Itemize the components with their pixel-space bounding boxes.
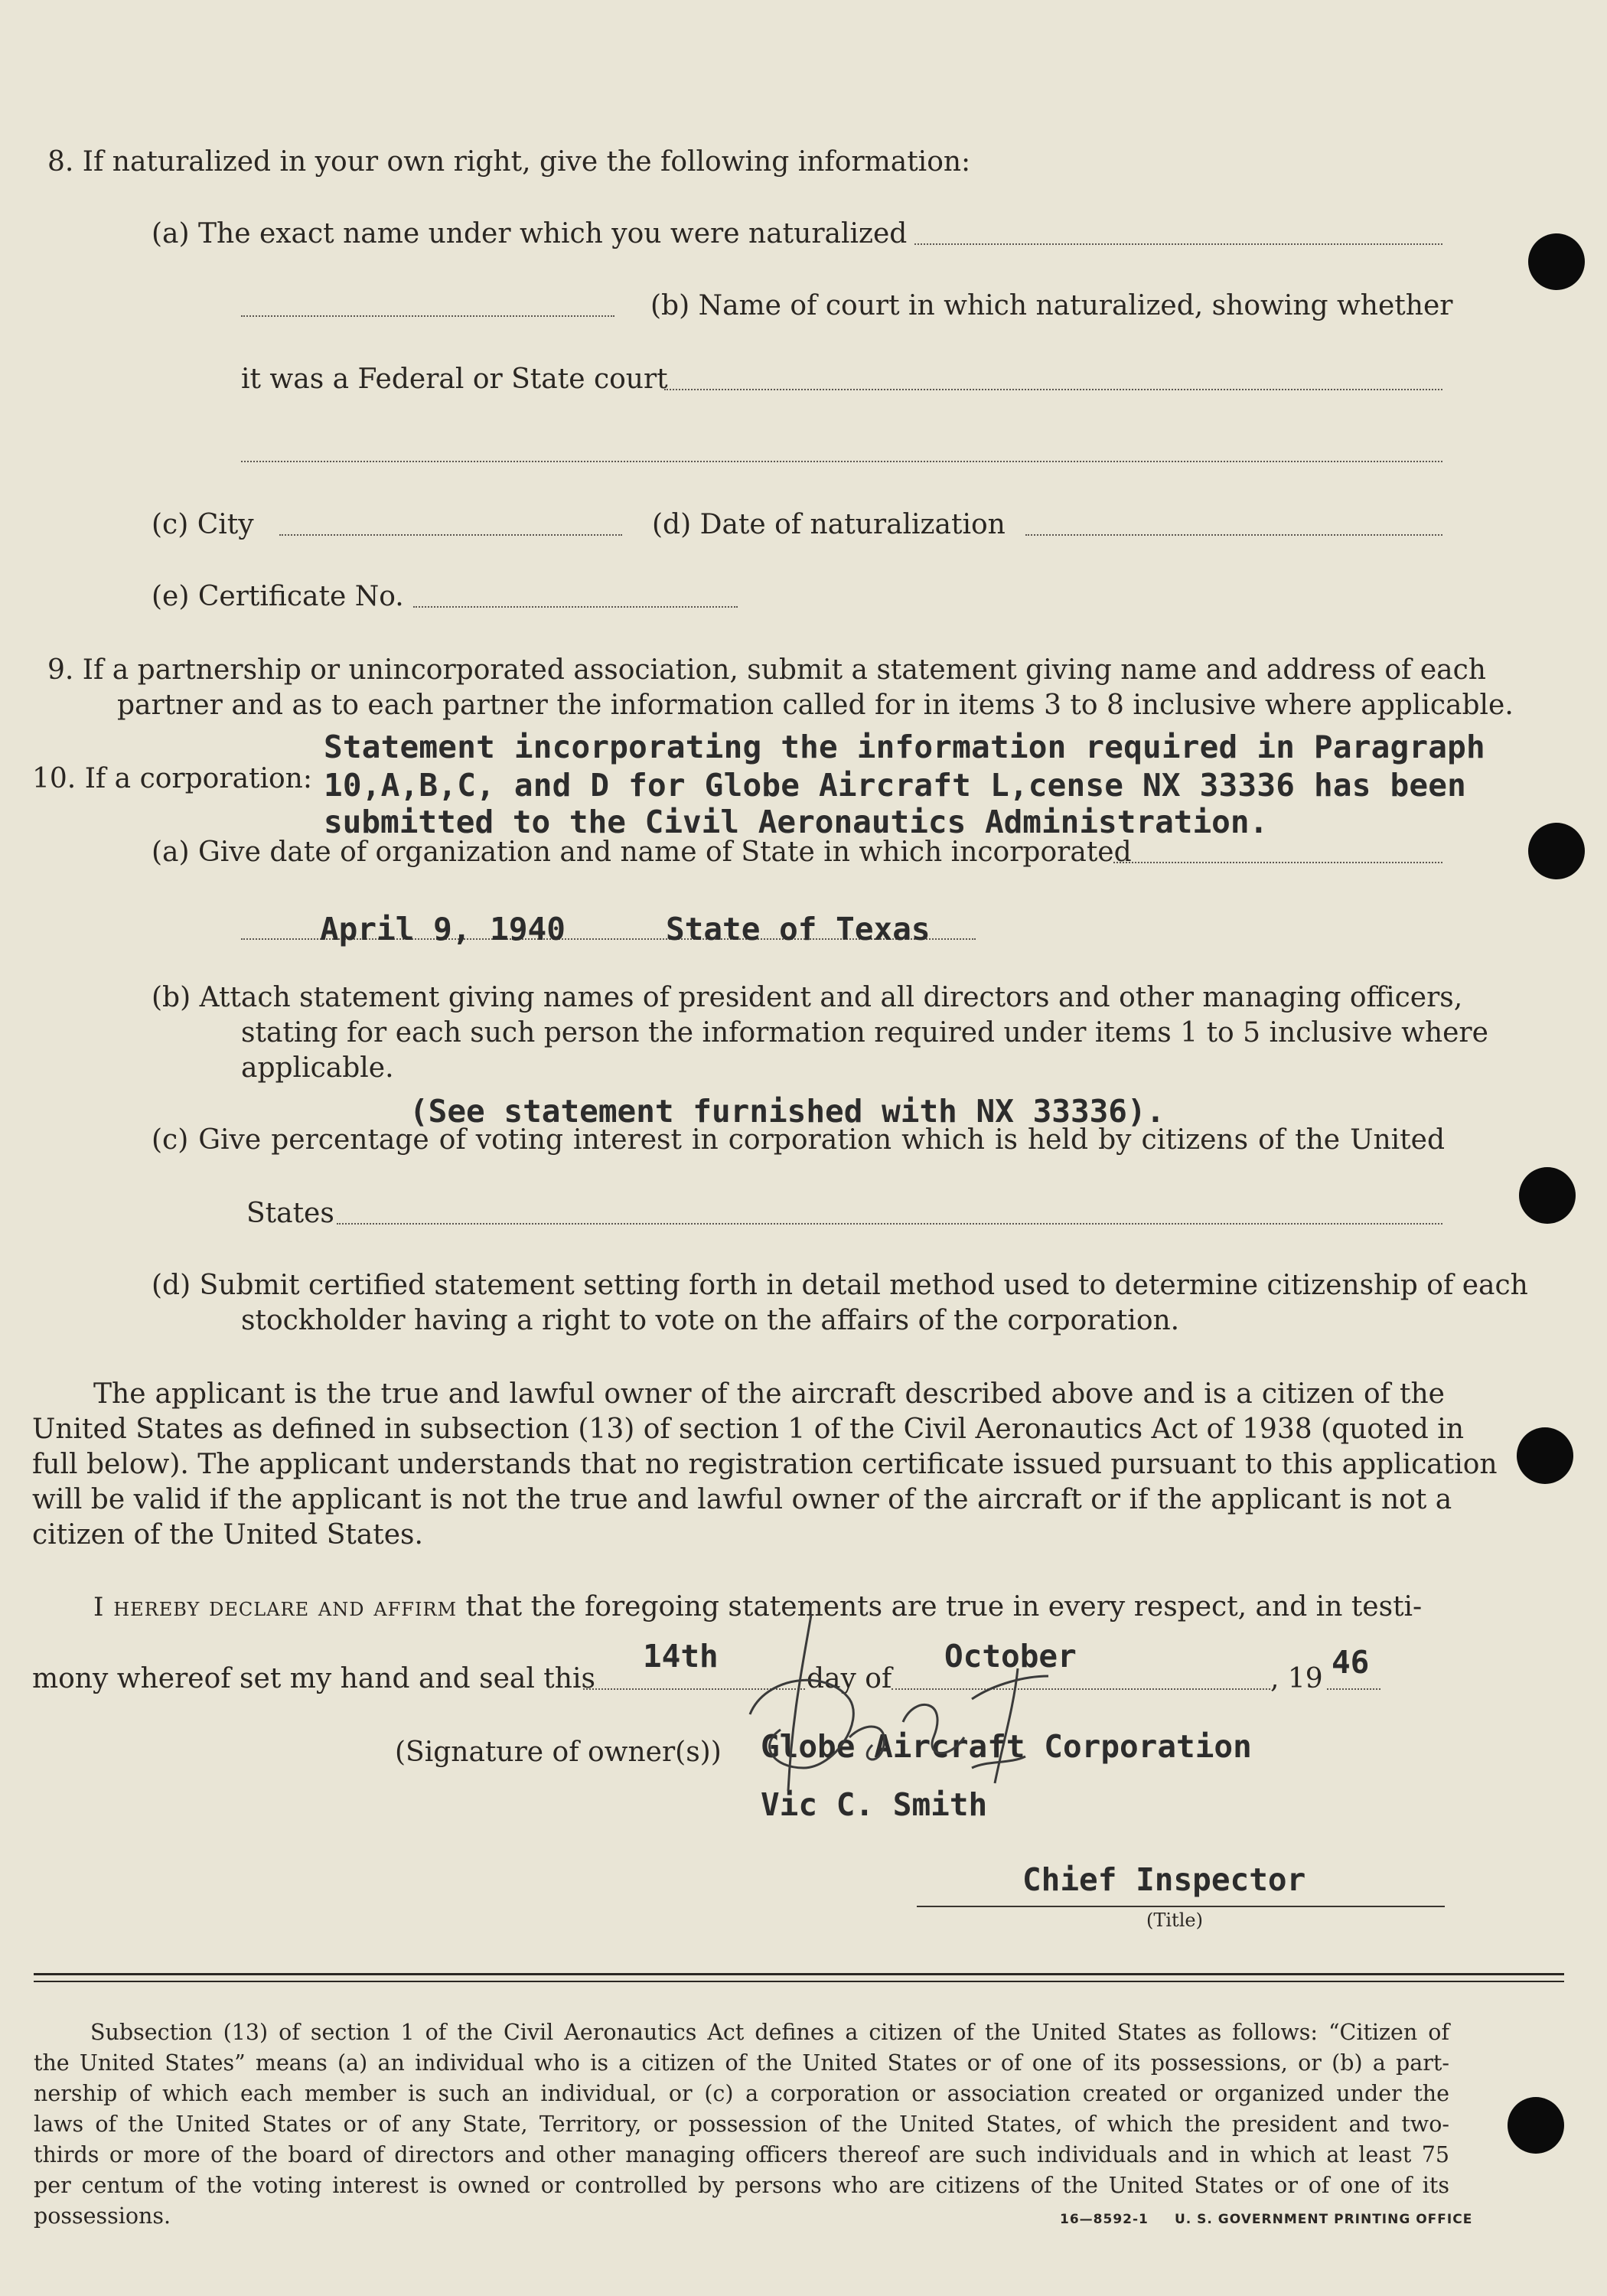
item8-b-line[interactable] <box>664 389 1442 390</box>
item8-b-label: (b) Name of court in which naturalized, showing whether <box>650 290 1453 321</box>
item8-d-label: (d) Date of naturalization <box>652 509 1006 540</box>
year-typed: 46 <box>1332 1644 1370 1681</box>
item10-d-line2: stockholder having a right to vote on the affairs of the corporation. <box>241 1305 1180 1336</box>
footnote-line1: Subsection (13) of section 1 of the Civil Aeronautics Act defines a citizen of the United States as follows: “Citizen of <box>90 2020 1449 2045</box>
binder-hole <box>1508 2097 1564 2154</box>
item10-d-line1: (d) Submit certified statement setting forth in detail method used to determine citizenship of each <box>152 1270 1528 1301</box>
binder-hole <box>1519 1167 1576 1224</box>
footnote-line4: laws of the United States or of any State, Territory, or possession of the United States, of which the president and two- <box>34 2112 1449 2137</box>
affirmation-caps: I hereby declare and affirm <box>93 1592 458 1623</box>
item10-typed-statement-2: 10,A,B,C, and D for Globe Aircraft L,cense NX 33336 has been <box>324 767 1467 804</box>
affirmation-rest: that the foregoing statements are true in every respect, and in testi- <box>465 1591 1423 1623</box>
declaration-line5: citizen of the United States. <box>32 1519 423 1551</box>
binder-hole <box>1528 823 1585 879</box>
item8-heading: 8. If naturalized in your own right, give the following information: <box>47 146 971 178</box>
item10-b-line1: (b) Attach statement giving names of president and all directors and other managing officers, <box>152 982 1463 1013</box>
item8-e-line[interactable] <box>413 606 738 608</box>
separator-rule-top <box>34 1973 1564 1975</box>
item8-c-label: (c) City <box>152 509 254 540</box>
binder-hole <box>1517 1427 1573 1484</box>
signature-title: Chief Inspector <box>1022 1861 1306 1898</box>
item8-b-label-cont: it was a Federal or State court <box>241 364 668 395</box>
handwritten-signature <box>719 1592 1117 1821</box>
separator-rule-bottom <box>34 1981 1564 1982</box>
signature-company: Globe Aircraft Corporation <box>761 1728 1252 1765</box>
item10-c-line1: (c) Give percentage of voting interest in corporation which is held by citizens of the United <box>152 1124 1445 1156</box>
item10-b-line3: applicable. <box>241 1052 394 1084</box>
month-typed: October <box>944 1638 1077 1675</box>
affirmation-line2-start: mony whereof set my hand and seal this <box>32 1663 595 1694</box>
item9-line2: partner and as to each partner the information called for in items 3 to 8 inclusive where applicable. <box>117 690 1514 721</box>
day-typed: 14th <box>643 1638 719 1675</box>
form-number: 16—8592-1 <box>1060 2212 1149 2227</box>
item9-line1: 9. If a partnership or unincorporated association, submit a statement giving name and address of each <box>47 654 1486 686</box>
item8-a-line-cont[interactable] <box>241 315 614 317</box>
item8-a-label: (a) The exact name under which you were naturalized <box>152 218 908 249</box>
item10-b-typed: (See statement furnished with NX 33336). <box>409 1093 1165 1130</box>
title-line[interactable] <box>917 1906 1445 1907</box>
declaration-line1: The applicant is the true and lawful owner of the aircraft described above and is a citizen of the <box>93 1378 1445 1410</box>
item8-a-line[interactable] <box>914 243 1442 245</box>
footnote-line3: nership of which each member is such an individual, or (c) a corporation or association created or organized under the <box>34 2081 1449 2106</box>
item10-a-line[interactable] <box>1113 862 1442 863</box>
signature-label: (Signature of owner(s)) <box>395 1737 722 1768</box>
footnote-line2: the United States” means (a) an individual who is a citizen of the United States or of one of its possessions, or (b) a part- <box>34 2050 1449 2076</box>
item10-c-line[interactable] <box>337 1223 1442 1225</box>
declaration-line3: full below). The applicant understands that no registration certificate issued pursuant to this application <box>32 1449 1498 1480</box>
item8-c-line[interactable] <box>279 534 622 536</box>
footnote-line7: possessions. <box>34 2203 171 2229</box>
footnote-line6: per centum of the voting interest is owned or controlled by persons who are citizens of the United States or of one of its <box>34 2173 1449 2198</box>
binder-hole <box>1528 233 1585 290</box>
footnote-line5: thirds or more of the board of directors and other managing officers thereof are such individuals and in which at least 75 <box>34 2142 1449 2167</box>
declaration-line2: United States as defined in subsection (13) of section 1 of the Civil Aeronautics Act of 1938 (quoted in <box>32 1414 1464 1445</box>
year-line[interactable] <box>1327 1688 1380 1690</box>
item10-b-line2: stating for each such person the information required under items 1 to 5 inclusive where <box>241 1017 1488 1049</box>
declaration-line4: will be valid if the applicant is not the true and lawful owner of the aircraft or if the applicant is not a <box>32 1484 1452 1515</box>
item10-typed-statement-1: Statement incorporating the information required in Paragraph <box>324 729 1485 765</box>
item10-typed-statement-3: submitted to the Civil Aeronautics Administration. <box>324 804 1269 840</box>
item8-d-line[interactable] <box>1025 534 1442 536</box>
item10-c-line2: States <box>246 1198 334 1229</box>
item10-a-typed-date: April 9, 1940 <box>320 911 566 947</box>
item8-e-label: (e) Certificate No. <box>152 581 404 612</box>
day-of-label: day of <box>807 1663 892 1694</box>
item10-a-label: (a) Give date of organization and name of State in which incorporated <box>152 837 1132 868</box>
item10-label: 10. If a corporation: <box>32 763 312 794</box>
signature-name: Vic C. Smith <box>761 1786 988 1823</box>
printer-imprint: U. S. GOVERNMENT PRINTING OFFICE <box>1175 2212 1473 2227</box>
item8-b-line-2[interactable] <box>241 461 1442 462</box>
year-prefix: , 19 <box>1270 1663 1323 1694</box>
item10-a-typed-state: State of Texas <box>666 911 931 947</box>
title-label: (Title) <box>1146 1910 1203 1931</box>
